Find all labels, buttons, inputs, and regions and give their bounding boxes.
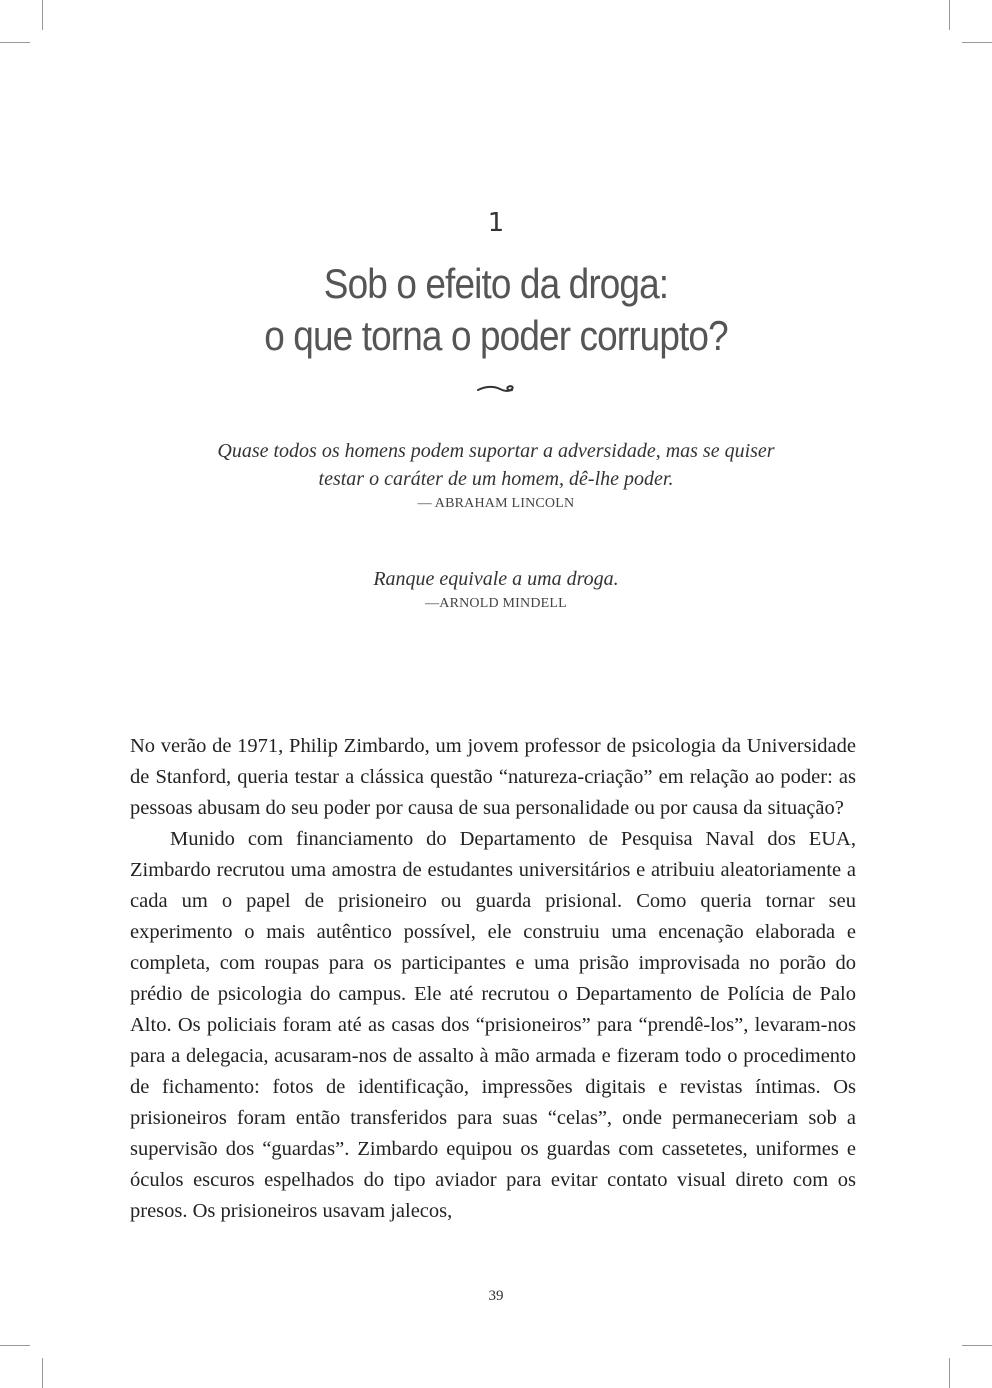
chapter-title: [60, 258, 933, 362]
epigraph-quote-line: testar o caráter de um homem, dê-lhe poder.: [318, 468, 674, 490]
crop-mark: [42, 1358, 43, 1388]
chapter-title-line: Sob o efeito da droga:: [323, 260, 669, 307]
paragraph: Munido com financiamento do Departamento de Pesquisa Naval dos EUA, Zimbardo recrutou uma amostra de estudantes universitários e atribuiu aleatoriamente a cada um o papel de prisioneiro ou guarda prisional. Como queria tornar seu experimento o mais autêntico possível, ele construiu uma encenação elaborada e completa, com roupas para os participantes e uma prisão improvisada no porão do prédio de psicologia do campus. Ele até recrutou o Departamento de Polícia de Palo Alto. Os policiais foram até as casas dos “prisioneiros” para “prendê-los”, levaram-nos para a delegacia, acusaram-nos de assalto à mão armada e fizeram todo o procedimento de fichamento: fotos de identificação, impressões digitais e revistas íntimas. Os prisioneiros foram então transferidos para suas “celas”, onde permaneceriam sob a supervisão dos “guardas”. Zimbardo equipou os guardas com cassetetes, uniformes e óculos escuros espelhados do tipo aviador para evitar contato visual direto com os presos. Os prisioneiros usavam jalecos,: [130, 828, 856, 1222]
epigraph-lincoln: [0, 437, 992, 515]
crop-mark: [962, 42, 992, 43]
crop-mark: [949, 0, 950, 30]
epigraph-quote-line: Quase todos os homens podem suportar a adversidade, mas se quiser: [217, 440, 775, 462]
crop-mark: [0, 1345, 30, 1346]
epigraph-quote: [0, 437, 992, 493]
epigraph-author: — ABRAHAM LINCOLN: [417, 496, 575, 511]
page-number: 39: [488, 1288, 504, 1304]
swash-ornament-icon: [476, 380, 516, 396]
paragraph: No verão de 1971, Philip Zimbardo, um jovem professor de psicologia da Universidade de Stanford, queria testar a clássica questão “natureza-criação” em relação ao poder: as pessoas abusam do seu poder por causa de sua personalidade ou por causa da situação?: [130, 735, 856, 819]
epigraph-quote: [0, 565, 992, 593]
crop-mark: [949, 1358, 950, 1388]
crop-mark: [0, 42, 30, 43]
epigraph-author: —ARNOLD MINDELL: [425, 596, 567, 611]
chapter-title-line: o que torna o poder corrupto?: [264, 312, 728, 359]
epigraph-quote-line: Ranque equivale a uma droga.: [373, 568, 619, 590]
crop-mark: [42, 0, 43, 30]
epigraph-mindell: [0, 565, 992, 615]
chapter-number: 1: [487, 208, 505, 238]
body-text: [130, 731, 856, 1227]
crop-mark: [962, 1345, 992, 1346]
